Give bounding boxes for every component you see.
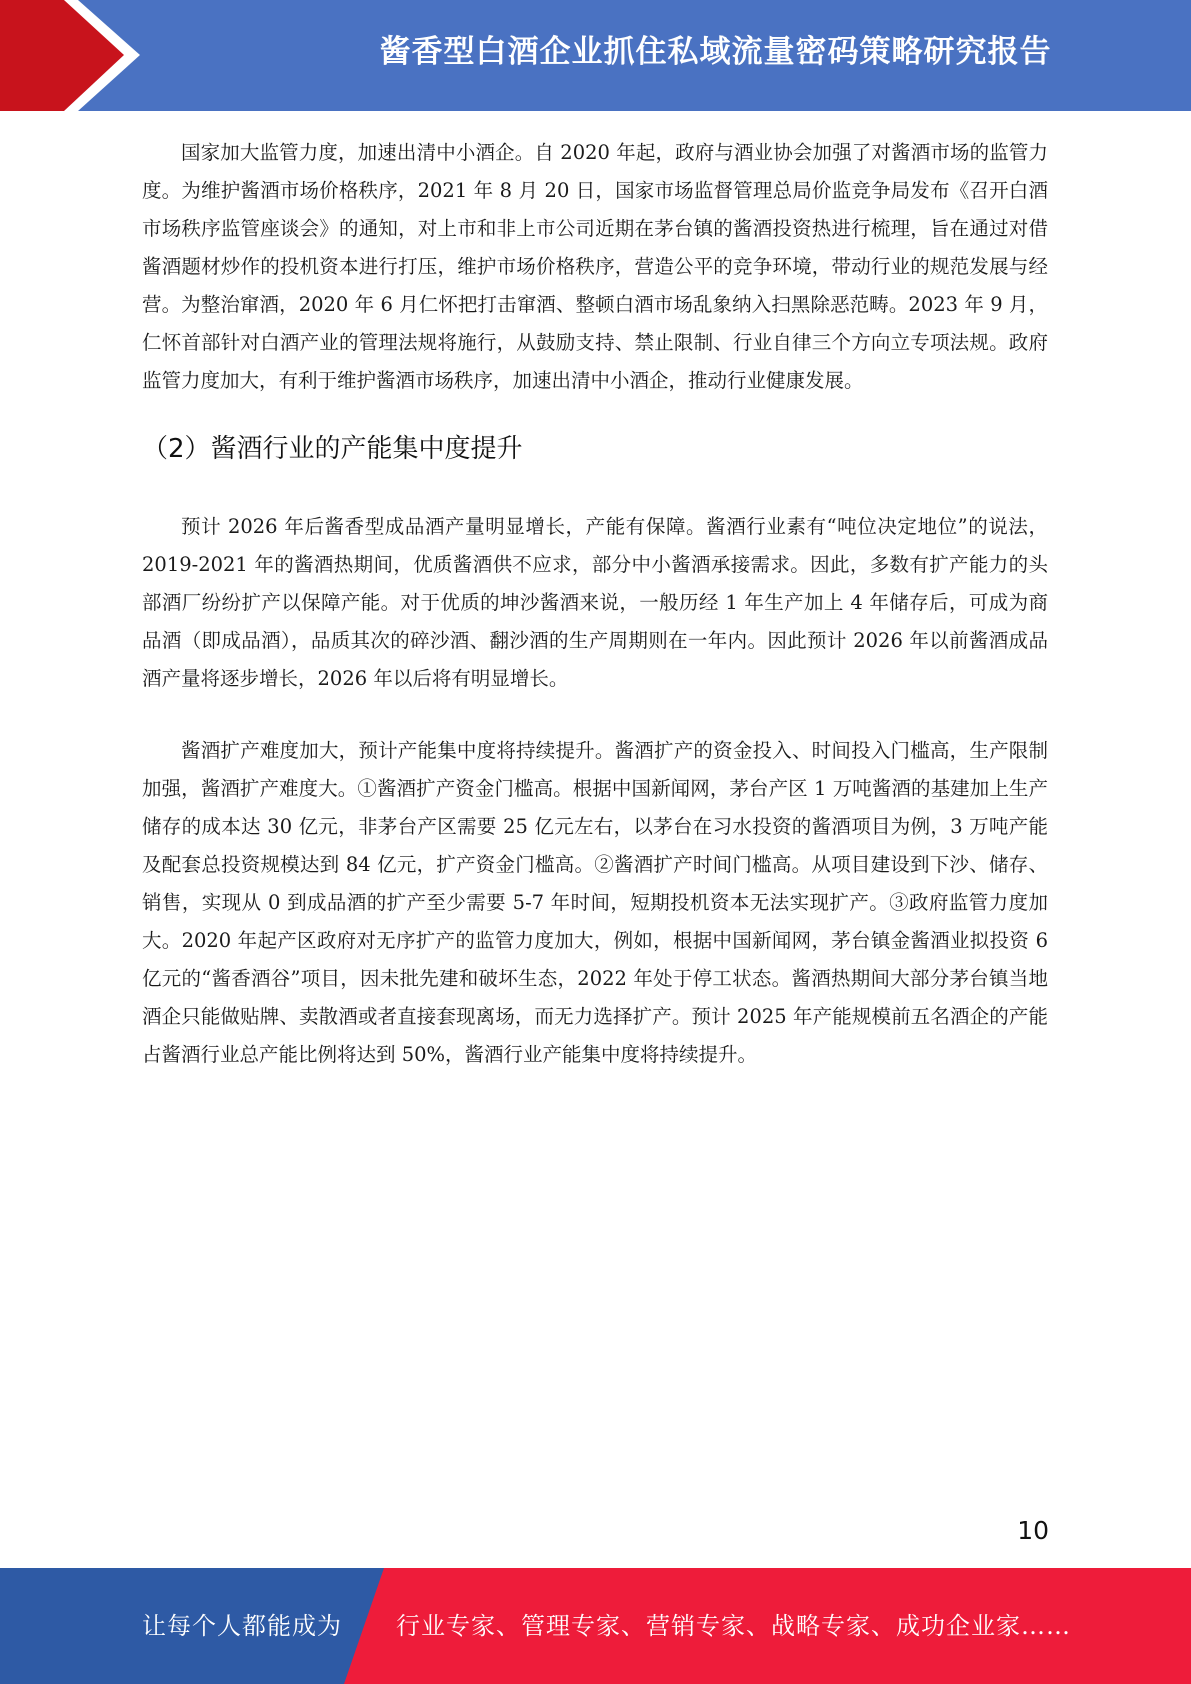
paragraph-concentration: 酱酒扩产难度加大，预计产能集中度将持续提升。酱酒扩产的资金投入、时间投入门槛高，生产限制加强，酱酒扩产难度大。①酱酒扩产资金门槛高。根据中国新闻网，茅台产区 1 万吨酱酒的基建加上生产储存的成本达 30 亿元，非茅台产区需要 25 亿元左右，以茅台在习水投资的酱酒项目为例，3 万吨产能及配套总投资规模达到 84 亿元，扩产资金门槛高。②酱酒扩产时间门槛高。从项目建设到下沙、储存、销售，实现从 0 到成品酒的扩产至少需要 5-7 年时间，短期投机资本无法实现扩产。③政府监管力度加大。2020 年起产区政府对无序扩产的监管力度加大，例如，根据中国新闻网，茅台镇金酱酒业拟投资 6 亿元的“酱香酒谷”项目，因未批先建和破坏生态，2022 年处于停工状态。酱酒热期间大部分茅台镇当地酒企只能做贴牌、卖散酒或者直接套现离场，而无力选择扩产。预计 2025 年产能规模前五名酒企的产能占酱酒行业总产能比例将达到 50%，酱酒行业产能集中度将持续提升。 — [142, 739, 1048, 1066]
report-body — [142, 134, 1048, 1074]
header-chevron-decoration — [0, 0, 160, 111]
footer-slogan-left: 让每个人都能成为 — [142, 1612, 342, 1640]
paragraph-regulation: 国家加大监管力度，加速出清中小酒企。自 2020 年起，政府与酒业协会加强了对酱酒市场的监管力度。为维护酱酒市场价格秩序，2021 年 8 月 20 日，国家市场监督管理总局价监竞争局发布《召开白酒市场秩序监管座谈会》的通知，对上市和非上市公司近期在茅台镇的酱酒投资热进行梳理，旨在通过对借酱酒题材炒作的投机资本进行打压，维护市场价格秩序，营造公平的竞争环境，带动行业的规范发展与经营。为整治窜酒，2020 年 6 月仁怀把打击窜酒、整顿白酒市场乱象纳入扫黑除恶范畴。2023 年 9 月，仁怀首部针对白酒产业的管理法规将施行，从鼓励支持、禁止限制、行业自律三个方向立专项法规。政府监管力度加大，有利于维护酱酒市场秩序，加速出清中小酒企，推动行业健康发展。 — [142, 141, 1048, 392]
section-heading-capacity: （2）酱酒行业的产能集中度提升 — [142, 434, 523, 464]
report-header-band — [0, 0, 1191, 111]
paragraph-output-growth: 预计 2026 年后酱香型成品酒产量明显增长，产能有保障。酱酒行业素有“吨位决定地位”的说法，2019-2021 年的酱酒热期间，优质酱酒供不应求，部分中小酱酒承接需求。因此，多数有扩产能力的头部酒厂纷纷扩产以保障产能。对于优质的坤沙酱酒来说，一般历经 1 年生产加上 4 年储存后，可成为商品酒（即成品酒），品质其次的碎沙酒、翻沙酒的生产周期则在一年内。因此预计 2026 年以前酱酒成品酒产量将逐步增长，2026 年以后将有明显增长。 — [142, 515, 1048, 690]
report-footer-band — [0, 1568, 1191, 1684]
footer-slogan-right: 行业专家、管理专家、营销专家、战略专家、成功企业家…… — [396, 1612, 1071, 1640]
page-number: 10 — [1017, 1516, 1049, 1545]
report-title: 酱香型白酒企业抓住私域流量密码策略研究报告 — [379, 34, 1052, 70]
